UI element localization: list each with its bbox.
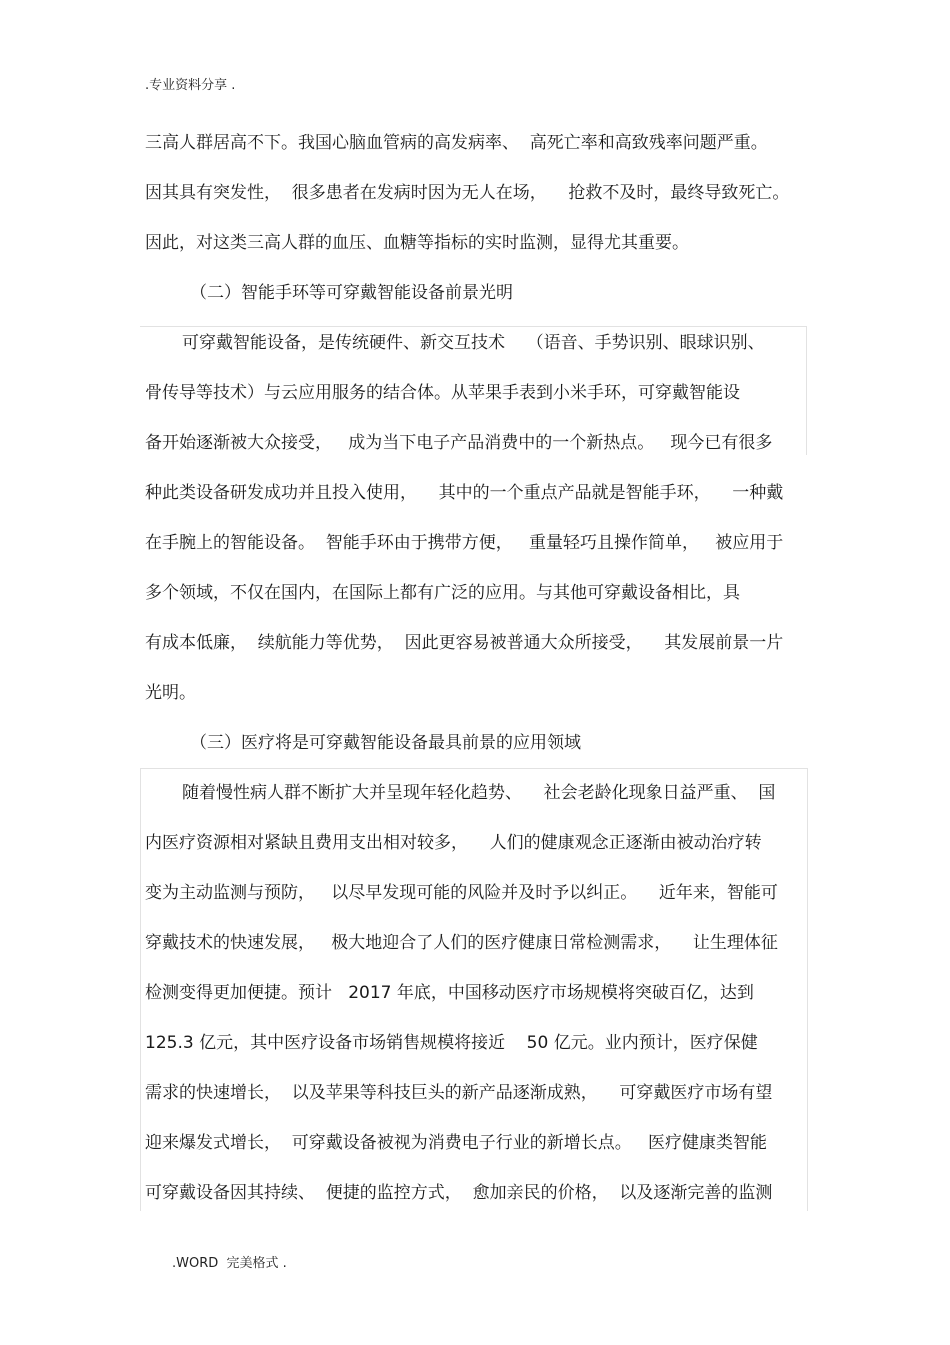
- body-text-line: 125.3 亿元，其中医疗设备市场销售规模将接近 50 亿元。业内预计，医疗保健: [145, 1033, 758, 1053]
- body-text-line: 备开始逐渐被大众接受， 成为当下电子产品消费中的一个新热点。 现今已有很多: [145, 433, 773, 453]
- body-text-line: 三高人群居高不下。我国心脑血管病的高发病率、 高死亡率和高致残率问题严重。: [145, 133, 768, 153]
- body-text-line: 内医疗资源相对紧缺且费用支出相对较多， 人们的健康观念正逐渐由被动治疗转: [145, 833, 762, 853]
- body-text-line: 多个领域，不仅在国内，在国际上都有广泛的应用。与其他可穿戴设备相比，具: [145, 583, 740, 603]
- body-text-line: 有成本低廉， 续航能力等优势， 因此更容易被普通大众所接受， 其发展前景一片: [145, 633, 784, 653]
- body-text-line: 种此类设备研发成功并且投入使用， 其中的一个重点产品就是智能手环， 一种戴: [145, 483, 784, 503]
- body-text-line: 可穿戴智能设备，是传统硬件、新交互技术 （语音、手势识别、眼球识别、: [182, 333, 765, 353]
- body-text-line: 可穿戴设备因其持续、 便捷的监控方式， 愈加亲民的价格， 以及逐渐完善的监测: [145, 1183, 773, 1203]
- body-text-line: 因此，对这类三高人群的血压、血糖等指标的实时监测，显得尤其重要。: [145, 233, 689, 253]
- body-text-line: 光明。: [145, 683, 196, 703]
- body-text-line: 变为主动监测与预防， 以尽早发现可能的风险并及时予以纠正。 近年来，智能可: [145, 883, 778, 903]
- section-heading: （二）智能手环等可穿戴智能设备前景光明: [190, 283, 513, 303]
- body-text-line: 在手腕上的智能设备。 智能手环由于携带方便， 重量轻巧且操作简单， 被应用于: [145, 533, 784, 553]
- body-text-line: 随着慢性病人群不断扩大并呈现年轻化趋势、 社会老龄化现象日益严重、 国: [182, 783, 776, 803]
- page-footer-note: .WORD 完美格式 .: [172, 1256, 287, 1271]
- body-text-line: 需求的快速增长， 以及苹果等科技巨头的新产品逐渐成熟， 可穿戴医疗市场有望: [145, 1083, 773, 1103]
- body-text-line: 迎来爆发式增长， 可穿戴设备被视为消费电子行业的新增长点。 医疗健康类智能: [145, 1133, 768, 1153]
- body-text-line: 骨传导等技术）与云应用服务的结合体。从苹果手表到小米手环，可穿戴智能设: [145, 383, 740, 403]
- body-text-line: 检测变得更加便捷。预计 2017 年底，中国移动医疗市场规模将突破百亿，达到: [145, 983, 754, 1003]
- page-header-note: .专业资料分享 .: [145, 78, 236, 93]
- section-heading: （三）医疗将是可穿戴智能设备最具前景的应用领域: [190, 733, 581, 753]
- body-text-line: 穿戴技术的快速发展， 极大地迎合了人们的医疗健康日常检测需求， 让生理体征: [145, 933, 778, 953]
- body-text-line: 因其具有突发性， 很多患者在发病时因为无人在场， 抢救不及时，最终导致死亡。: [145, 183, 790, 203]
